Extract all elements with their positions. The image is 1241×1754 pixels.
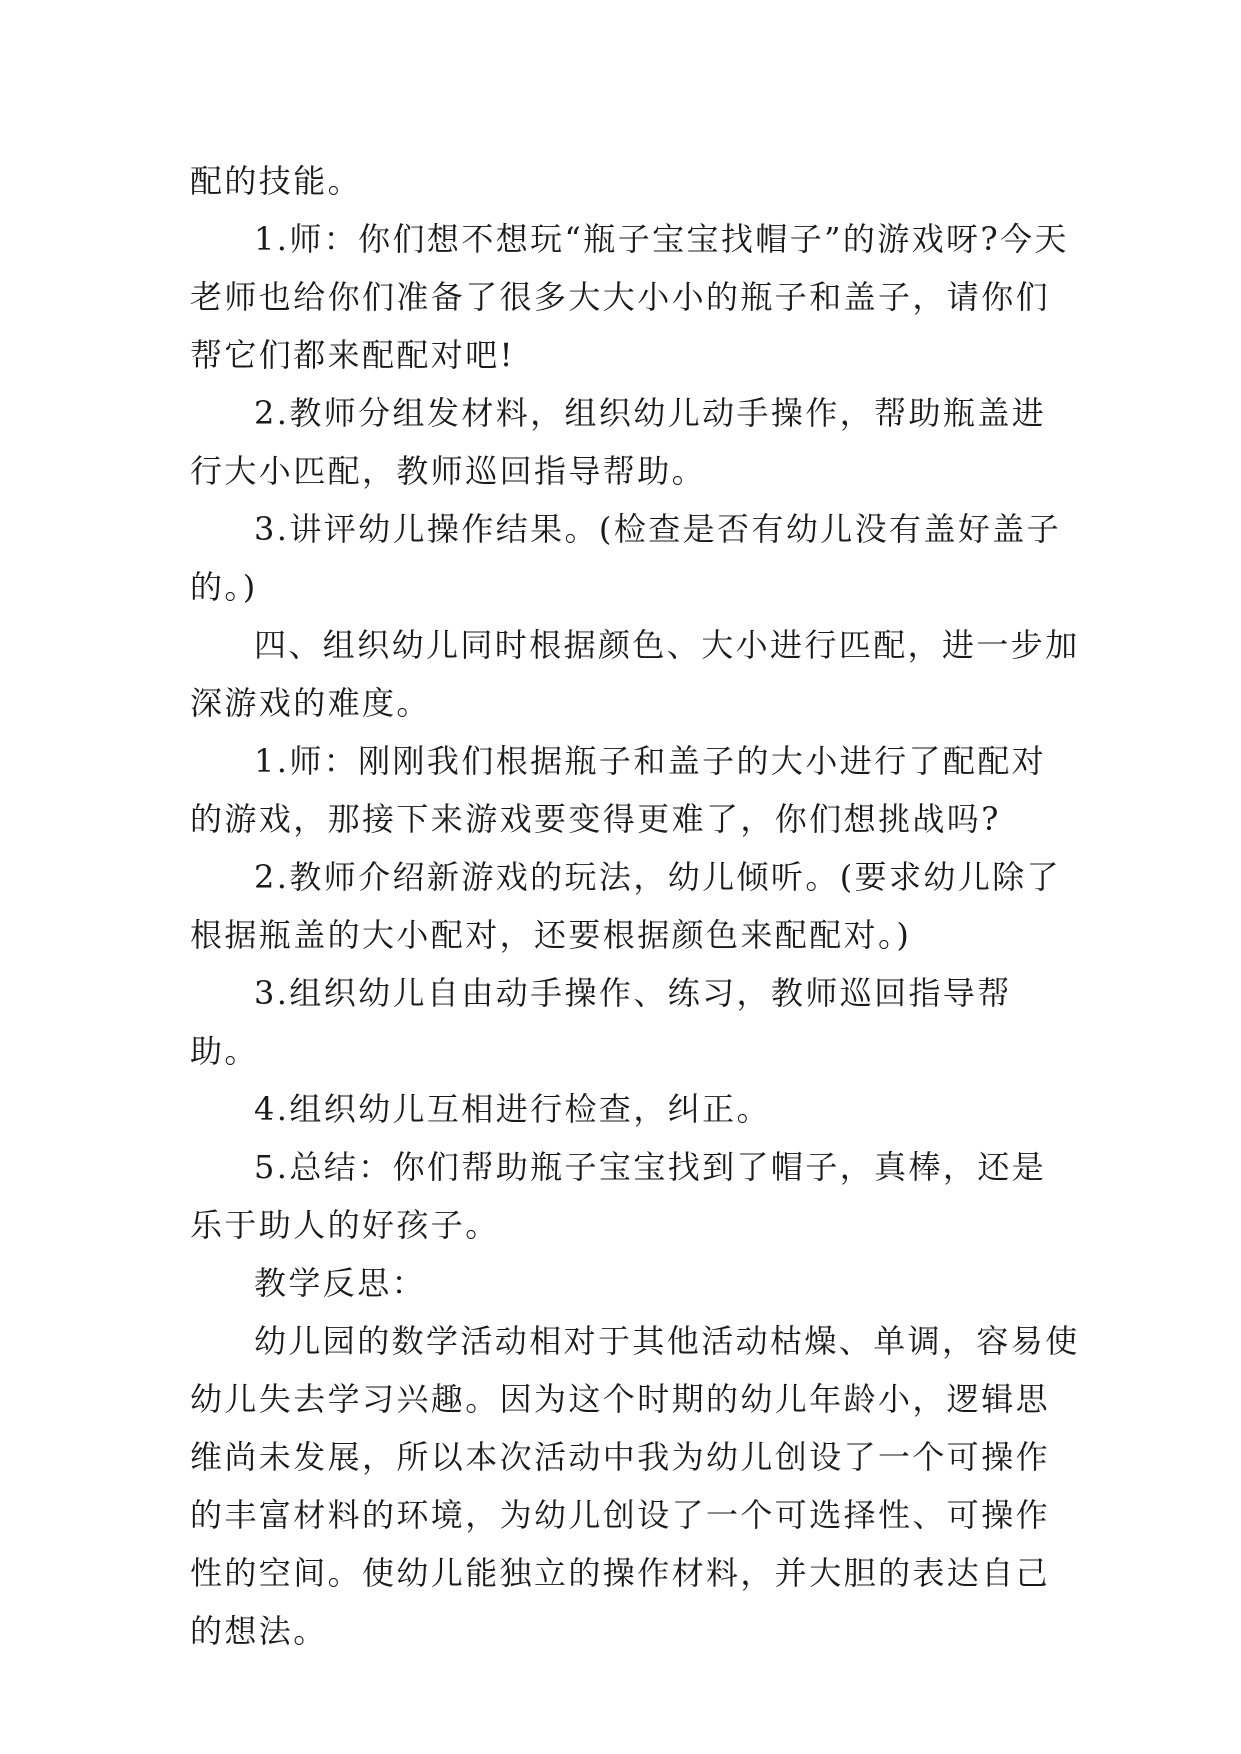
section-heading-four: 四、组织幼儿同时根据颜色、大小进行匹配，进一步加深游戏的难度。: [190, 626, 1080, 722]
paragraph-section4-step-5: 5.总结：你们帮助瓶子宝宝找到了帽子，真棒，还是乐于助人的好孩子。: [190, 1148, 1047, 1244]
paragraph-section4-step-1: 1.师：刚刚我们根据瓶子和盖子的大小进行了配配对的游戏，那接下来游戏要变得更难了，你们想挑战吗?: [190, 742, 1047, 838]
body-text: [190, 152, 1080, 1660]
paragraph-section4-step-2: 2.教师介绍新游戏的玩法，幼儿倾听。(要求幼儿除了根据瓶盖的大小配对，还要根据颜色来配配对。): [190, 858, 1062, 954]
paragraph-section4-step-4: 4.组织幼儿互相进行检查，纠正。: [254, 1090, 771, 1128]
paragraph-step-3: 3.讲评幼儿操作结果。(检查是否有幼儿没有盖好盖子的。): [190, 510, 1062, 606]
paragraph-step-1: 1.师：你们想不想玩“瓶子宝宝找帽子”的游戏呀?今天老师也给你们准备了很多大大小小的瓶子和盖子，请你们帮它们都来配配对吧!: [190, 220, 1069, 374]
paragraph-continuation: 配的技能。: [190, 162, 363, 200]
paragraph-section4-step-3: 3.组织幼儿自由动手操作、练习，教师巡回指导帮助。: [190, 974, 1012, 1070]
paragraph-step-2: 2.教师分组发材料，组织幼儿动手操作，帮助瓶盖进行大小匹配，教师巡回指导帮助。: [190, 394, 1047, 490]
reflection-paragraph: 幼儿园的数学活动相对于其他活动枯燥、单调，容易使幼儿失去学习兴趣。因为这个时期的幼儿年龄小，逻辑思维尚未发展，所以本次活动中我为幼儿创设了一个可操作的丰富材料的环境，为幼儿创设了一个可选择性、可操作性的空间。使幼儿能独立的操作材料，并大胆的表达自己的想法。: [190, 1322, 1080, 1650]
reflection-heading: 教学反思：: [254, 1264, 427, 1302]
